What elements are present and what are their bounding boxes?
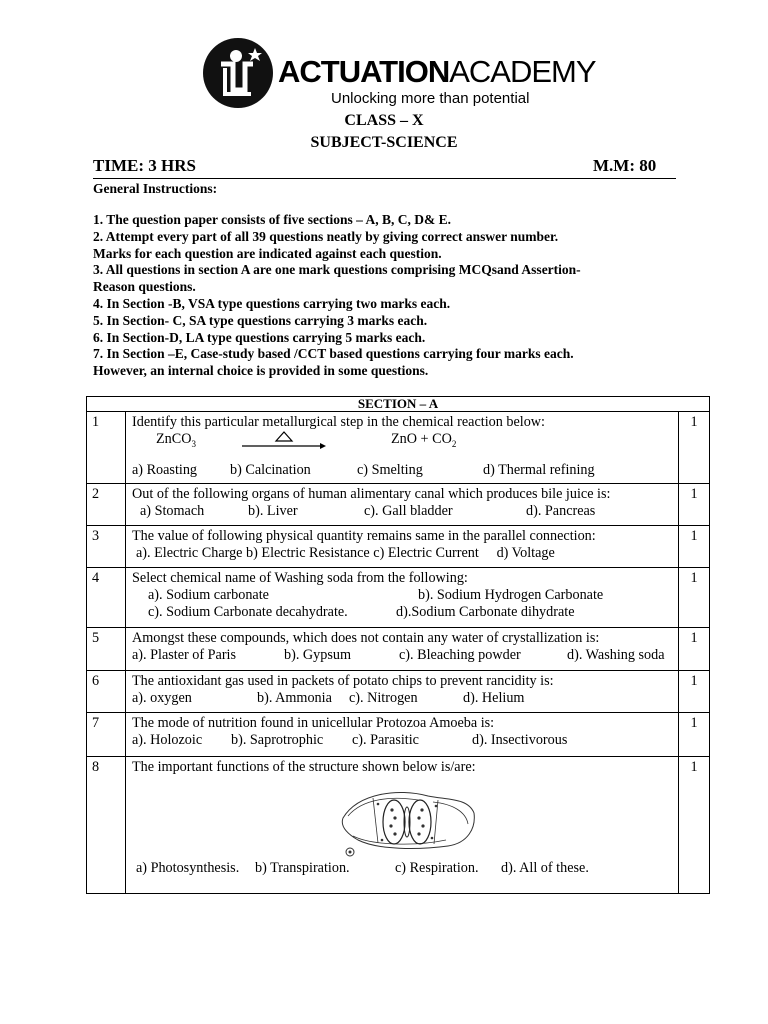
option: d). Washing soda	[567, 647, 665, 663]
question-marks: 1	[679, 671, 710, 713]
instruction-line: However, an internal choice is provided in some questions.	[93, 363, 429, 379]
question-text: The important functions of the structure shown below is/are:	[132, 759, 476, 775]
instructions-heading: General Instructions:	[93, 181, 218, 196]
option: b). Liver	[248, 503, 298, 519]
option: b). Saprotrophic	[231, 732, 324, 748]
option: c). Gall bladder	[364, 503, 453, 519]
question-marks: 1	[679, 526, 710, 568]
instruction-line: 6. In Section-D, LA type questions carrying 5 marks each.	[93, 329, 426, 345]
question-body	[126, 757, 679, 894]
question-number: 2	[87, 484, 126, 526]
logo-person-icon	[203, 38, 273, 108]
question-number: 1	[87, 412, 126, 484]
question-number: 5	[87, 628, 126, 671]
option: b). Ammonia	[257, 690, 332, 706]
question-marks: 1	[679, 568, 710, 628]
section-title: SECTION – A	[87, 397, 710, 412]
option: c) Electric Current	[373, 545, 479, 561]
option: b) Electric Resistance	[246, 545, 370, 561]
question-number: 7	[87, 713, 126, 757]
options-row	[132, 860, 672, 877]
question-text: The mode of nutrition found in unicellular Protozoa Amoeba is:	[132, 715, 495, 731]
question-text: Out of the following organs of human alimentary canal which produces bile juice is:	[132, 486, 611, 502]
instruction-line: Marks for each question are indicated against each question.	[93, 245, 442, 261]
option: d) Thermal refining	[483, 462, 595, 478]
option: d). Pancreas	[526, 503, 596, 519]
question-number: 3	[87, 526, 126, 568]
options-row	[132, 647, 672, 664]
question-row	[87, 484, 710, 526]
instruction-line: Reason questions.	[93, 279, 196, 295]
equation-product: ZnO + $CO_2$	[391, 431, 457, 449]
instruction-line: 3. All questions in section A are one mark questions comprising MCQsand Assertion-	[93, 262, 581, 278]
option: c) Respiration.	[395, 860, 479, 876]
options-row	[132, 604, 672, 621]
option: b) Calcination	[230, 462, 311, 478]
option: c) Smelting	[357, 462, 423, 478]
question-body	[126, 568, 679, 628]
academy-logo-wordmark: ACTUATIONACADEMY	[278, 54, 596, 89]
question-number: 6	[87, 671, 126, 713]
time-label: TIME: 3 HRS	[93, 156, 196, 175]
options-row	[132, 503, 672, 520]
question-row	[87, 671, 710, 713]
question-row	[87, 526, 710, 568]
question-row	[87, 568, 710, 628]
option: d). All of these.	[501, 860, 589, 876]
question-body	[126, 628, 679, 671]
option: a). Plaster of Paris	[132, 647, 237, 663]
question-number: 8	[87, 757, 126, 894]
options-row	[132, 545, 672, 562]
instruction-line: 1. The question paper consists of five sections – A, B, C, D& E.	[93, 212, 452, 227]
question-marks: 1	[679, 757, 710, 894]
options-row	[132, 690, 672, 707]
option: a). Holozoic	[132, 732, 203, 748]
equation-reactant: ZnCO$_3$	[156, 431, 196, 449]
question-text: Amongst these compounds, which does not contain any water of crystallization is:	[132, 630, 600, 646]
option: a). Sodium carbonate	[148, 587, 269, 603]
question-row	[87, 628, 710, 671]
question-text: The value of following physical quantity remains same in the parallel connection:	[132, 528, 596, 544]
question-body	[126, 671, 679, 713]
option: a) Stomach	[140, 503, 205, 519]
question-marks: 1	[679, 713, 710, 757]
heat-arrow-icon	[240, 429, 326, 449]
option: c). Nitrogen	[349, 690, 418, 706]
option: d). Helium	[463, 690, 525, 706]
options-row	[132, 587, 672, 604]
question-body	[126, 526, 679, 568]
academy-tagline: Unlocking more than potential	[331, 90, 530, 107]
option: c). Bleaching powder	[399, 647, 521, 663]
question-body	[126, 484, 679, 526]
question-marks: 1	[679, 412, 710, 484]
question-text: Identify this particular metallurgical step in the chemical reaction below:	[132, 414, 545, 430]
class-label: CLASS – X	[344, 112, 424, 129]
question-row	[87, 412, 710, 484]
option: a). Electric Charge	[136, 545, 243, 561]
option: b). Gypsum	[284, 647, 351, 663]
question-row	[87, 757, 710, 894]
question-text: The antioxidant gas used in packets of potato chips to prevent rancidity is:	[132, 673, 554, 689]
subject-label: SUBJECT-SCIENCE	[310, 134, 458, 151]
academy-logo-mark	[203, 38, 273, 108]
max-marks-label: M.M: 80	[593, 156, 657, 175]
question-marks: 1	[679, 484, 710, 526]
option: a) Photosynthesis.	[136, 860, 240, 876]
header-divider	[93, 178, 676, 179]
option: d). Insectivorous	[472, 732, 568, 748]
instruction-line: 7. In Section –E, Case-study based /CCT based questions carrying four marks each.	[93, 346, 574, 362]
question-marks: 1	[679, 628, 710, 671]
instruction-line: 2. Attempt every part of all 39 questions neatly by giving correct answer number.	[93, 228, 559, 244]
option: c). Parasitic	[352, 732, 419, 748]
question-number: 4	[87, 568, 126, 628]
option: b). Sodium Hydrogen Carbonate	[418, 587, 604, 603]
option: b) Transpiration.	[255, 860, 350, 876]
stomata-diagram-icon	[338, 788, 478, 858]
options-row	[132, 462, 672, 479]
question-text: Select chemical name of Washing soda from the following:	[132, 570, 468, 586]
option: c). Sodium Carbonate decahydrate.	[148, 604, 348, 620]
option: d).Sodium Carbonate dihydrate	[396, 604, 575, 620]
question-row	[87, 713, 710, 757]
instruction-line: 4. In Section -B, VSA type questions carrying two marks each.	[93, 295, 451, 311]
chemical-equation	[132, 431, 672, 448]
option: a) Roasting	[132, 462, 198, 478]
questions-table	[86, 396, 710, 894]
instructions-list	[93, 212, 693, 380]
option: d) Voltage	[496, 545, 555, 561]
question-body	[126, 412, 679, 484]
instruction-line: 5. In Section- C, SA type questions carrying 3 marks each.	[93, 312, 428, 328]
question-body	[126, 713, 679, 757]
option: a). oxygen	[132, 690, 192, 706]
options-row	[132, 732, 672, 749]
